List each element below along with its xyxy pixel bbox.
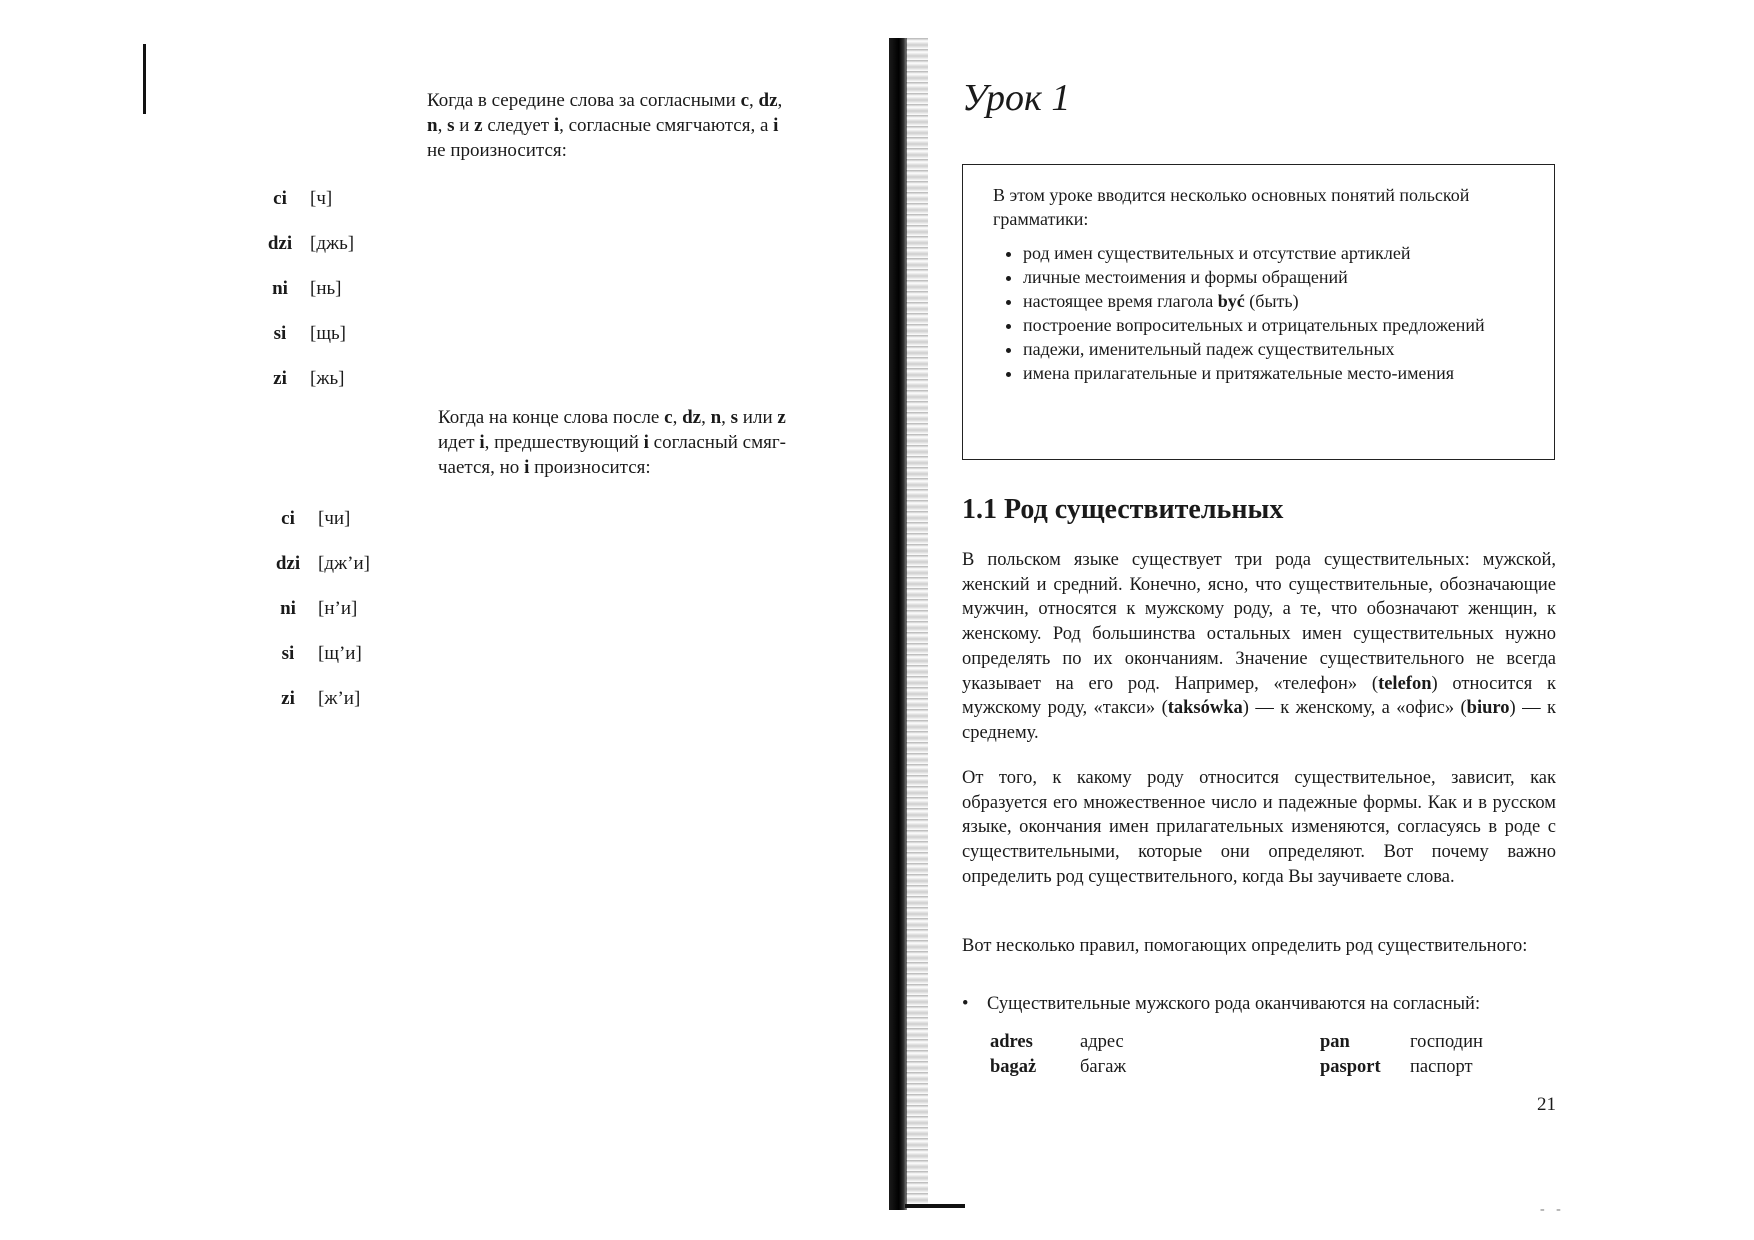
- list-item: ni [нь]: [272, 278, 342, 299]
- spine-foot: [905, 1204, 965, 1208]
- book-spine-shadow: [889, 38, 907, 1210]
- list-item: • личные местоимения и формы обращений: [1023, 265, 1528, 289]
- paragraph-rules-intro: Вот несколько правил, помогающих определить род существительного:: [962, 936, 1528, 956]
- list-item: adres адрес: [990, 1032, 1124, 1052]
- list-item: pan господин: [1320, 1032, 1483, 1052]
- scan-artifact: - -: [1540, 1202, 1565, 1217]
- list-item: • имена прилагательные и притяжательные место-имения: [1023, 361, 1528, 385]
- list-item: bagaż багаж: [990, 1057, 1127, 1077]
- margin-mark: [143, 44, 146, 114]
- list-item: si [щь]: [273, 323, 346, 344]
- section-title: 1.1 Род существительных: [962, 494, 1284, 525]
- intro-bullets: [993, 241, 1528, 385]
- list-item: si [щ’и]: [281, 643, 362, 664]
- paragraph-agreement: От того, к какому роду относится существительное, зависит, как образуется его множественное число и падежные формы. Как и в русском языке, окончания имен прилагательных изменяются, согласуясь в роде с существительными, которые они определяют. Вот почему важно определить род существительного, когда Вы заучиваете слова.: [962, 768, 1556, 887]
- page-number: 21: [1537, 1094, 1556, 1115]
- vocab-list-right: [1320, 1030, 1483, 1080]
- list-item: • падежи, именительный падеж существительных: [1023, 337, 1528, 361]
- list-item: zi [жь]: [273, 368, 345, 389]
- paragraph-gender: В польском языке существует три рода существительных: мужской, женский и средний. Конечно, ясно, что существительные, обозначающие мужчин, относятся к мужскому роду, а те, что обозначают женщин, к женскому. Род большинства остальных имен существительных нужно определять по их окончаниям. Значение существительного не всегда указывает на его род. Например, «телефон» (telefon) относится к мужскому роду, «такси» (taksówka) — к женскому, а «офис» (biuro) — к среднему.: [962, 550, 1556, 743]
- list-item: • род имен существительных и отсутствие артиклей: [1023, 241, 1528, 265]
- list-item: • построение вопросительных и отрицательных предложений: [1023, 313, 1528, 337]
- bullet-icon: •: [962, 994, 969, 1014]
- note-mid-word: Когда в середине слова за согласными c, dz, n, s и z следует i, согласные смягчаются, а i не произносится:: [427, 90, 783, 161]
- list-item: pasport паспорт: [1320, 1057, 1473, 1077]
- list-item: dzi [джь]: [267, 233, 355, 254]
- intro-text: В этом уроке вводится несколько основных понятий польской грамматики:: [993, 185, 1470, 229]
- vocab-list-left: [990, 1030, 1126, 1080]
- list-item: ci [чи]: [281, 508, 351, 529]
- rule-masculine: • Существительные мужского рода оканчиваются на согласный:: [962, 994, 1481, 1014]
- list-item: ci [ч]: [273, 188, 333, 209]
- intro-box: [962, 164, 1555, 460]
- list-item: dzi [дж’и]: [275, 553, 370, 574]
- note-word-end: Когда на конце слова после c, dz, n, s или z идет i, предшествующий i согласный смяг- чается, но i произносится:: [438, 407, 786, 478]
- lesson-title: Урок 1: [962, 77, 1071, 119]
- spine-grain: [906, 38, 928, 1208]
- list-item: ni [н’и]: [280, 598, 358, 619]
- list-item: zi [ж’и]: [281, 688, 361, 709]
- list-item: • настоящее время глагола być (быть): [1023, 289, 1528, 313]
